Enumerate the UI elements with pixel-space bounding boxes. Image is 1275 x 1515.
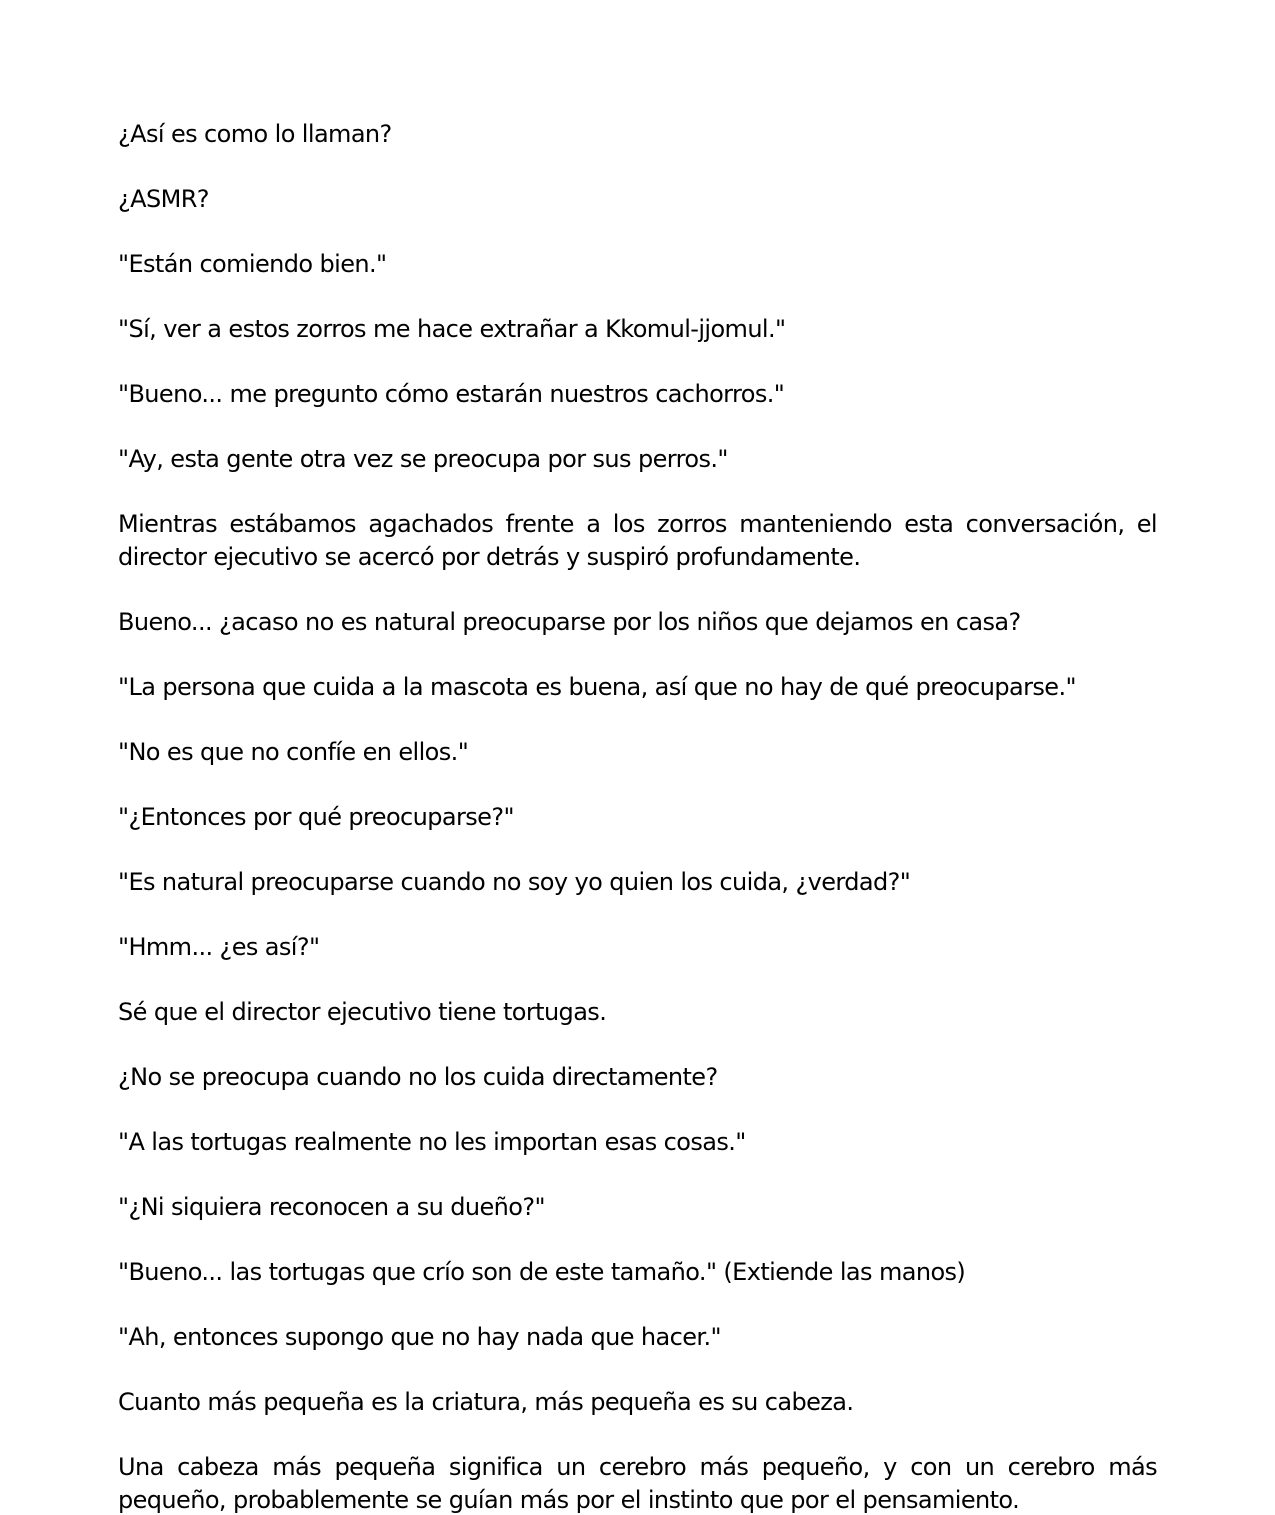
paragraph: "Hmm... ¿es así?": [118, 933, 320, 961]
paragraph: "Es natural preocuparse cuando no soy yo quien los cuida, ¿verdad?": [118, 868, 911, 896]
paragraph: "¿Ni siquiera reconocen a su dueño?": [118, 1193, 545, 1221]
paragraph: "Ah, entonces supongo que no hay nada que hacer.": [118, 1323, 721, 1351]
paragraph: Una cabeza más pequeña significa un cerebro más pequeño, y con un cerebro más pequeño, probablemente se guían más por el instinto que por el pensamiento.: [118, 1453, 1157, 1514]
paragraph: Sé que el director ejecutivo tiene tortugas.: [118, 998, 607, 1026]
paragraph: "Ay, esta gente otra vez se preocupa por sus perros.": [118, 445, 728, 473]
paragraph: "Bueno... me pregunto cómo estarán nuestros cachorros.": [118, 380, 785, 408]
paragraph: ¿No se preocupa cuando no los cuida directamente?: [118, 1063, 718, 1091]
paragraph: "Bueno... las tortugas que crío son de este tamaño." (Extiende las manos): [118, 1258, 966, 1286]
paragraph: ¿Así es como lo llaman?: [118, 120, 392, 148]
paragraph: "¿Entonces por qué preocuparse?": [118, 803, 514, 831]
paragraph: ¿ASMR?: [118, 185, 209, 213]
paragraph: "A las tortugas realmente no les importan esas cosas.": [118, 1128, 746, 1156]
paragraph: "Sí, ver a estos zorros me hace extrañar a Kkomul-jjomul.": [118, 315, 786, 343]
paragraph: Cuanto más pequeña es la criatura, más pequeña es su cabeza.: [118, 1388, 854, 1416]
document-body: [118, 118, 1157, 1515]
paragraph: "Están comiendo bien.": [118, 250, 387, 278]
paragraph: Mientras estábamos agachados frente a los zorros manteniendo esta conversación, el director ejecutivo se acercó por detrás y suspiró profundamente.: [118, 510, 1157, 571]
paragraph: Bueno... ¿acaso no es natural preocuparse por los niños que dejamos en casa?: [118, 608, 1021, 636]
paragraph: "No es que no confíe en ellos.": [118, 738, 469, 766]
paragraph: "La persona que cuida a la mascota es buena, así que no hay de qué preocuparse.": [118, 673, 1076, 701]
